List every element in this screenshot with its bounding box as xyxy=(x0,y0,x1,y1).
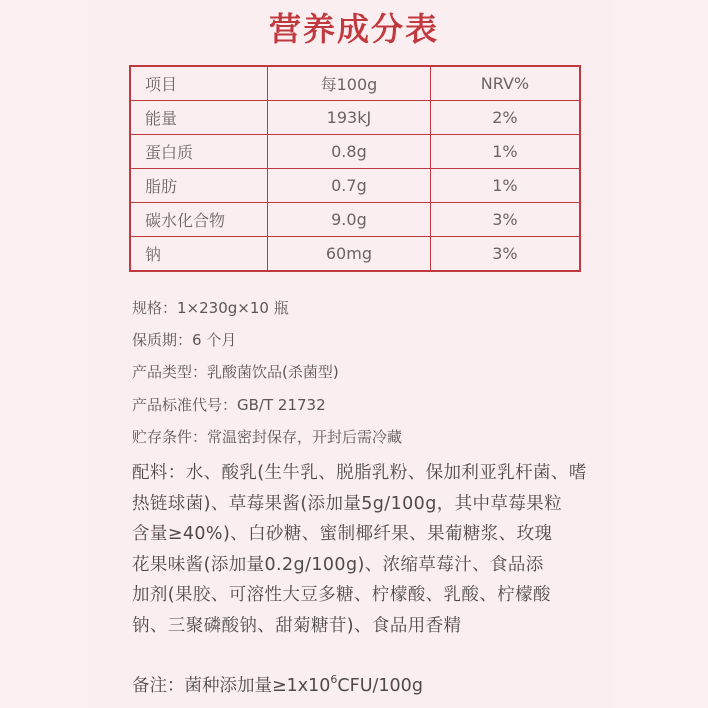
remark-line xyxy=(132,672,423,697)
row-value: 60mg xyxy=(268,237,431,272)
remark-suffix: CFU/100g xyxy=(337,676,423,696)
storage-line xyxy=(132,426,402,447)
standard-code-line xyxy=(132,394,326,415)
ingredients-block xyxy=(132,458,592,641)
row-item: 能量 xyxy=(130,101,268,135)
ingredients-line: 配料：水、酸乳(生牛乳、脱脂乳粉、保加利亚乳杆菌、嗜 xyxy=(132,463,587,483)
nutrition-table xyxy=(129,65,581,272)
spec-value: 1×230g×10 瓶 xyxy=(177,299,289,317)
row-value: 193kJ xyxy=(268,101,431,135)
table-row xyxy=(130,169,580,203)
product-type-label: 产品类型： xyxy=(132,363,208,381)
spec-line xyxy=(132,297,289,318)
row-nrv: 1% xyxy=(430,169,580,203)
header-per-100g: 每100g xyxy=(268,66,431,101)
shelf-life-line xyxy=(132,329,236,350)
ingredients-line: 含量≥40%)、白砂糖、蜜制椰纤果、果葡糖浆、玫瑰 xyxy=(132,524,553,544)
header-item: 项目 xyxy=(130,66,268,101)
row-item: 脂肪 xyxy=(130,169,268,203)
standard-code-label: 产品标准代号： xyxy=(132,396,238,414)
row-item: 碳水化合物 xyxy=(130,203,268,237)
ingredients-line: 加剂(果胶、可溶性大豆多糖、柠檬酸、乳酸、柠檬酸 xyxy=(132,585,551,605)
row-value: 9.0g xyxy=(268,203,431,237)
row-value: 0.7g xyxy=(268,169,431,203)
ingredients-line: 钠、三聚磷酸钠、甜菊糖苷)、食品用香精 xyxy=(132,615,462,636)
remark-prefix: 备注：菌种添加量≥1x10 xyxy=(132,676,331,696)
row-item: 钠 xyxy=(130,237,268,272)
row-value: 0.8g xyxy=(268,135,431,169)
ingredients-line: 花果味酱(添加量0.2g/100g)、浓缩草莓汁、食品添 xyxy=(132,554,544,575)
product-type-value: 乳酸菌饮品(杀菌型) xyxy=(207,363,339,381)
row-item: 蛋白质 xyxy=(130,135,268,169)
table-row xyxy=(130,135,580,169)
table-row xyxy=(130,237,580,272)
ingredients-line: 热链球菌)、草莓果酱(添加量5g/100g，其中草莓果粒 xyxy=(132,493,563,514)
storage-value: 常温密封保存，开封后需冷藏 xyxy=(207,428,403,446)
row-nrv: 3% xyxy=(430,203,580,237)
row-nrv: 1% xyxy=(430,135,580,169)
row-nrv: 2% xyxy=(430,101,580,135)
table-header-row xyxy=(130,66,580,101)
product-type-line xyxy=(132,361,339,382)
storage-label: 贮存条件： xyxy=(132,428,208,446)
remark-exponent: 6 xyxy=(330,673,338,686)
spec-label: 规格： xyxy=(132,299,178,317)
standard-code-value: GB/T 21732 xyxy=(237,396,326,414)
row-nrv: 3% xyxy=(430,237,580,272)
table-row xyxy=(130,203,580,237)
shelf-life-value: 6 个月 xyxy=(192,331,237,349)
header-nrv: NRV% xyxy=(430,66,580,101)
page-title: 营养成分表 xyxy=(268,10,439,48)
table-row xyxy=(130,101,580,135)
shelf-life-label: 保质期： xyxy=(132,331,193,349)
